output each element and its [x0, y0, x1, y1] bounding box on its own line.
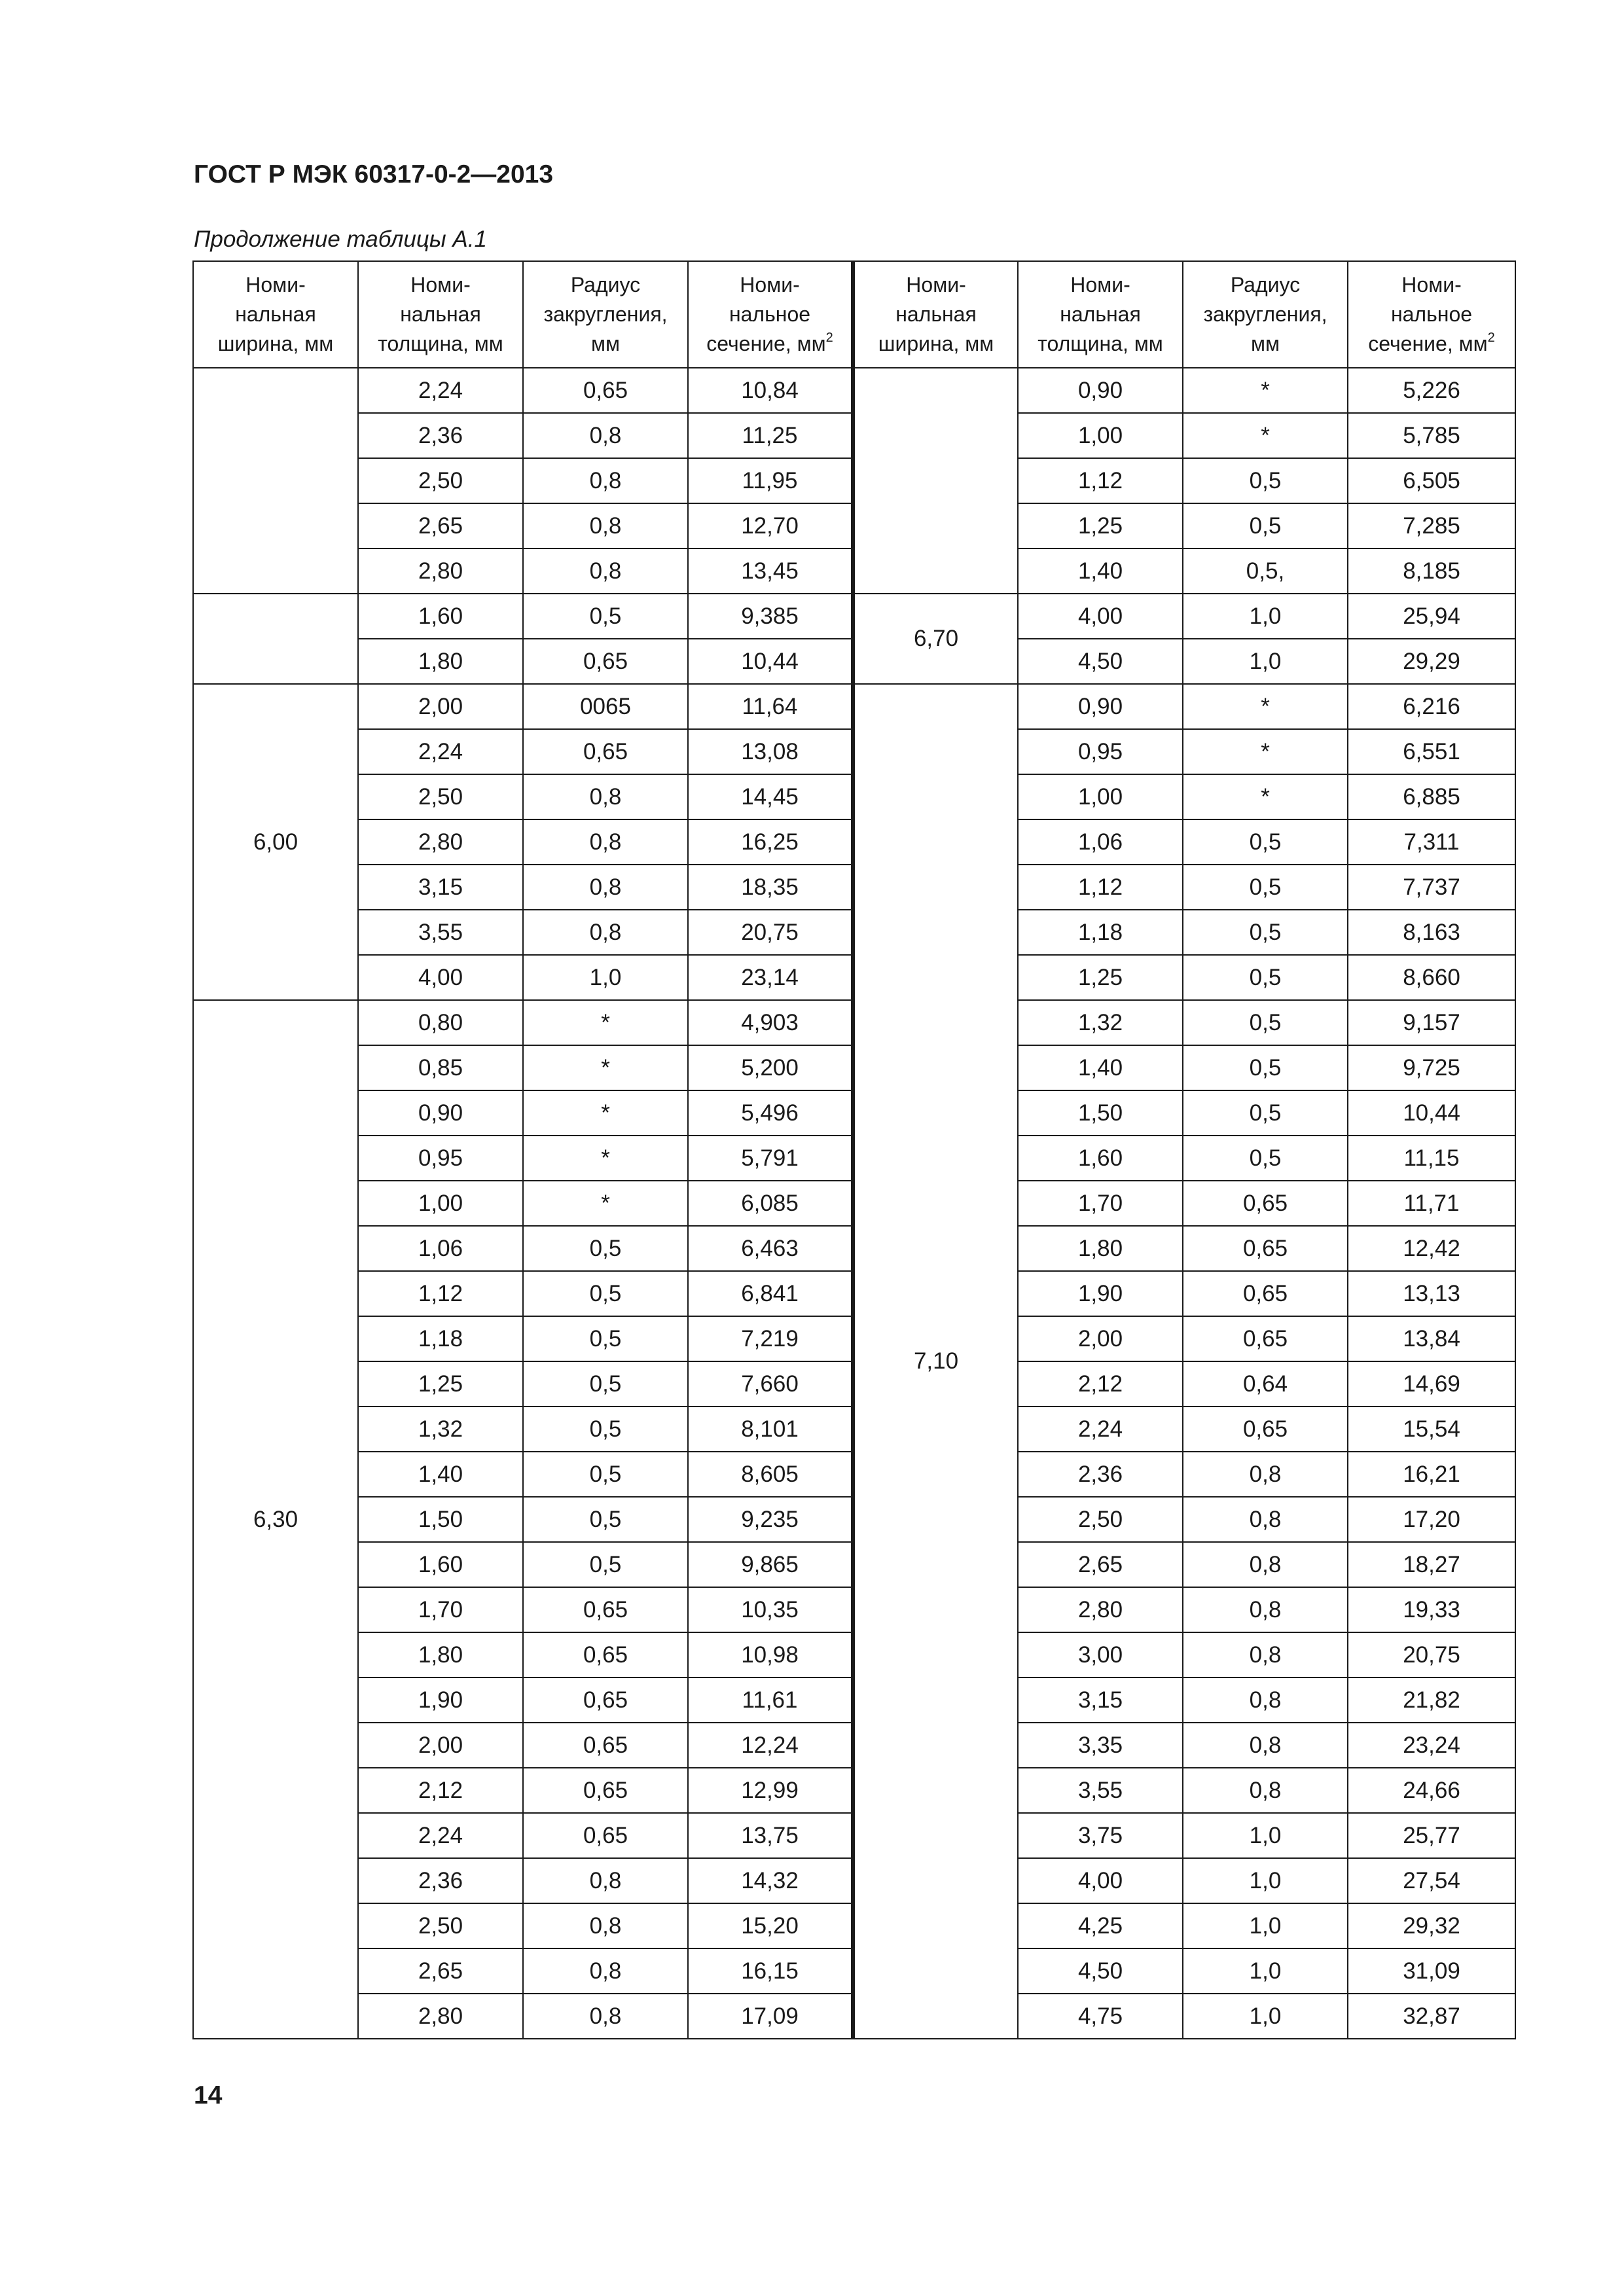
radius-cell: 0,8 — [523, 774, 688, 819]
header-cell: Номи- нальная ширина, мм — [853, 261, 1018, 368]
radius-cell: 0,5 — [1183, 503, 1348, 548]
thickness-cell: 2,80 — [358, 548, 523, 594]
thickness-cell: 0,85 — [358, 1045, 523, 1090]
thickness-cell: 3,15 — [1018, 1677, 1183, 1723]
section-cell: 14,32 — [688, 1858, 853, 1903]
section-cell: 14,45 — [688, 774, 853, 819]
section-cell: 5,785 — [1348, 413, 1515, 458]
radius-cell: 0,5 — [523, 594, 688, 639]
thickness-cell: 3,55 — [358, 910, 523, 955]
section-cell: 7,285 — [1348, 503, 1515, 548]
radius-cell: * — [1183, 774, 1348, 819]
width-group-cell: 6,70 — [853, 594, 1018, 684]
header-cell: Номи- нальное сечение, $мм^2$ — [688, 261, 853, 368]
section-cell: 5,226 — [1348, 368, 1515, 413]
section-cell: 6,551 — [1348, 729, 1515, 774]
section-cell: 8,660 — [1348, 955, 1515, 1000]
radius-cell: 0,5 — [1183, 910, 1348, 955]
table-row — [193, 594, 1515, 639]
radius-cell: 0,8 — [1183, 1587, 1348, 1632]
section-cell: 6,463 — [688, 1226, 853, 1271]
radius-cell: * — [523, 1090, 688, 1136]
header-cell: Радиус закругления, мм — [1183, 261, 1348, 368]
thickness-cell: 3,75 — [1018, 1813, 1183, 1858]
thickness-cell: 3,55 — [1018, 1768, 1183, 1813]
width-group-cell — [853, 368, 1018, 594]
thickness-cell: 1,12 — [1018, 865, 1183, 910]
thickness-cell: 1,32 — [358, 1407, 523, 1452]
thickness-cell: 1,70 — [358, 1587, 523, 1632]
thickness-cell: 2,00 — [1018, 1316, 1183, 1361]
thickness-cell: 2,12 — [1018, 1361, 1183, 1407]
thickness-cell: 0,90 — [1018, 684, 1183, 729]
section-cell: 10,35 — [688, 1587, 853, 1632]
radius-cell: 0,8 — [1183, 1452, 1348, 1497]
radius-cell: 0,5 — [523, 1316, 688, 1361]
section-cell: 5,496 — [688, 1090, 853, 1136]
wire-dimensions-table — [192, 260, 1516, 2039]
section-cell: 17,20 — [1348, 1497, 1515, 1542]
radius-cell: 0,8 — [523, 548, 688, 594]
radius-cell: 0,5, — [1183, 548, 1348, 594]
thickness-cell: 2,24 — [358, 1813, 523, 1858]
radius-cell: 0,8 — [1183, 1497, 1348, 1542]
radius-cell: 0,5 — [1183, 458, 1348, 503]
section-cell: 17,09 — [688, 1994, 853, 2039]
radius-cell: 0,5 — [1183, 955, 1348, 1000]
radius-cell: 1,0 — [1183, 594, 1348, 639]
table-row — [193, 368, 1515, 413]
section-cell: 11,15 — [1348, 1136, 1515, 1181]
thickness-cell: 4,00 — [1018, 594, 1183, 639]
thickness-cell: 1,18 — [1018, 910, 1183, 955]
radius-cell: 0,65 — [1183, 1407, 1348, 1452]
section-cell: 9,157 — [1348, 1000, 1515, 1045]
thickness-cell: 1,90 — [1018, 1271, 1183, 1316]
section-cell: 19,33 — [1348, 1587, 1515, 1632]
radius-cell: 0,5 — [1183, 819, 1348, 865]
thickness-cell: 1,80 — [358, 1632, 523, 1677]
radius-cell: 0,5 — [523, 1226, 688, 1271]
section-cell: 12,42 — [1348, 1226, 1515, 1271]
radius-cell: 1,0 — [1183, 1858, 1348, 1903]
radius-cell: 0,5 — [523, 1497, 688, 1542]
table-header-row — [193, 261, 1515, 368]
section-cell: 8,101 — [688, 1407, 853, 1452]
section-cell: 7,219 — [688, 1316, 853, 1361]
section-cell: 10,84 — [688, 368, 853, 413]
section-cell: 12,24 — [688, 1723, 853, 1768]
radius-cell: * — [1183, 684, 1348, 729]
radius-cell: 0,65 — [523, 1632, 688, 1677]
thickness-cell: 0,95 — [358, 1136, 523, 1181]
radius-cell: * — [1183, 413, 1348, 458]
radius-cell: 0,5 — [523, 1271, 688, 1316]
section-cell: 9,725 — [1348, 1045, 1515, 1090]
radius-cell: 0,5 — [1183, 865, 1348, 910]
radius-cell: 0,5 — [523, 1452, 688, 1497]
thickness-cell: 2,80 — [358, 819, 523, 865]
radius-cell: 0,5 — [1183, 1136, 1348, 1181]
radius-cell: 0,65 — [523, 368, 688, 413]
thickness-cell: 1,00 — [358, 1181, 523, 1226]
radius-cell: 0065 — [523, 684, 688, 729]
section-cell: 11,61 — [688, 1677, 853, 1723]
section-cell: 29,32 — [1348, 1903, 1515, 1948]
section-cell: 31,09 — [1348, 1948, 1515, 1994]
thickness-cell: 1,60 — [1018, 1136, 1183, 1181]
thickness-cell: 0,90 — [358, 1090, 523, 1136]
thickness-cell: 1,06 — [1018, 819, 1183, 865]
header-cell: Номи- нальное сечение, $мм^2$ — [1348, 261, 1515, 368]
thickness-cell: 2,24 — [358, 368, 523, 413]
thickness-cell: 0,90 — [1018, 368, 1183, 413]
thickness-cell: 1,25 — [358, 1361, 523, 1407]
section-cell: 25,77 — [1348, 1813, 1515, 1858]
width-group-cell: 6,00 — [193, 684, 358, 1000]
thickness-cell: 1,40 — [1018, 1045, 1183, 1090]
thickness-cell: 2,65 — [358, 503, 523, 548]
radius-cell: 0,8 — [523, 910, 688, 955]
thickness-cell: 1,80 — [358, 639, 523, 684]
width-group-cell: 6,30 — [193, 1000, 358, 2039]
thickness-cell: 2,50 — [358, 774, 523, 819]
thickness-cell: 1,25 — [1018, 503, 1183, 548]
width-group-cell: 7,10 — [853, 684, 1018, 2039]
section-cell: 13,45 — [688, 548, 853, 594]
section-cell: 15,54 — [1348, 1407, 1515, 1452]
radius-cell: 0,8 — [1183, 1632, 1348, 1677]
header-cell: Номи- нальная ширина, мм — [193, 261, 358, 368]
section-cell: 16,21 — [1348, 1452, 1515, 1497]
section-cell: 7,737 — [1348, 865, 1515, 910]
thickness-cell: 1,12 — [358, 1271, 523, 1316]
thickness-cell: 4,50 — [1018, 1948, 1183, 1994]
thickness-cell: 2,80 — [1018, 1587, 1183, 1632]
section-cell: 8,185 — [1348, 548, 1515, 594]
header-cell: Радиус закругления, мм — [523, 261, 688, 368]
radius-cell: * — [523, 1000, 688, 1045]
thickness-cell: 1,00 — [1018, 413, 1183, 458]
section-cell: 25,94 — [1348, 594, 1515, 639]
section-cell: 23,24 — [1348, 1723, 1515, 1768]
radius-cell: 0,5 — [1183, 1090, 1348, 1136]
section-cell: 9,235 — [688, 1497, 853, 1542]
section-cell: 4,903 — [688, 1000, 853, 1045]
radius-cell: * — [1183, 368, 1348, 413]
table-caption: Продолжение таблицы А.1 — [194, 226, 487, 252]
radius-cell: 0,65 — [523, 1677, 688, 1723]
thickness-cell: 2,00 — [358, 1723, 523, 1768]
thickness-cell: 2,12 — [358, 1768, 523, 1813]
radius-cell: 0,8 — [523, 458, 688, 503]
thickness-cell: 1,25 — [1018, 955, 1183, 1000]
thickness-cell: 3,35 — [1018, 1723, 1183, 1768]
section-cell: 21,82 — [1348, 1677, 1515, 1723]
thickness-cell: 1,12 — [1018, 458, 1183, 503]
section-cell: 23,14 — [688, 955, 853, 1000]
thickness-cell: 1,90 — [358, 1677, 523, 1723]
document-title: ГОСТ Р МЭК 60317-0-2—2013 — [194, 160, 554, 188]
thickness-cell: 2,36 — [358, 413, 523, 458]
radius-cell: 0,8 — [523, 865, 688, 910]
thickness-cell: 4,00 — [1018, 1858, 1183, 1903]
radius-cell: 0,65 — [1183, 1181, 1348, 1226]
section-cell: 14,69 — [1348, 1361, 1515, 1407]
section-cell: 16,15 — [688, 1948, 853, 1994]
width-group-cell — [193, 368, 358, 594]
section-cell: 10,44 — [1348, 1090, 1515, 1136]
thickness-cell: 2,50 — [358, 1903, 523, 1948]
section-cell: 32,87 — [1348, 1994, 1515, 2039]
table-row — [193, 684, 1515, 729]
section-cell: 12,70 — [688, 503, 853, 548]
radius-cell: 1,0 — [1183, 1994, 1348, 2039]
radius-cell: 0,8 — [523, 1903, 688, 1948]
thickness-cell: 1,70 — [1018, 1181, 1183, 1226]
section-cell: 29,29 — [1348, 639, 1515, 684]
page-number: 14 — [194, 2081, 223, 2109]
radius-cell: 0,65 — [523, 1768, 688, 1813]
radius-cell: 1,0 — [1183, 1903, 1348, 1948]
section-cell: 11,71 — [1348, 1181, 1515, 1226]
radius-cell: 0,5 — [1183, 1045, 1348, 1090]
thickness-cell: 1,32 — [1018, 1000, 1183, 1045]
table-body — [193, 368, 1515, 2039]
radius-cell: 0,5 — [1183, 1000, 1348, 1045]
section-cell: 20,75 — [1348, 1632, 1515, 1677]
thickness-cell: 4,50 — [1018, 639, 1183, 684]
section-cell: 9,385 — [688, 594, 853, 639]
thickness-cell: 4,00 — [358, 955, 523, 1000]
radius-cell: 0,8 — [1183, 1542, 1348, 1587]
radius-cell: 0,65 — [1183, 1226, 1348, 1271]
section-cell: 6,216 — [1348, 684, 1515, 729]
section-cell: 5,200 — [688, 1045, 853, 1090]
section-cell: 15,20 — [688, 1903, 853, 1948]
radius-cell: 1,0 — [523, 955, 688, 1000]
thickness-cell: 2,50 — [1018, 1497, 1183, 1542]
radius-cell: 0,8 — [523, 413, 688, 458]
radius-cell: 0,65 — [523, 639, 688, 684]
thickness-cell: 2,80 — [358, 1994, 523, 2039]
radius-cell: 0,65 — [523, 1587, 688, 1632]
section-cell: 11,95 — [688, 458, 853, 503]
radius-cell: 0,8 — [1183, 1768, 1348, 1813]
radius-cell: * — [1183, 729, 1348, 774]
thickness-cell: 0,80 — [358, 1000, 523, 1045]
section-cell: 10,44 — [688, 639, 853, 684]
section-cell: 7,660 — [688, 1361, 853, 1407]
thickness-cell: 1,50 — [1018, 1090, 1183, 1136]
radius-cell: 0,64 — [1183, 1361, 1348, 1407]
section-cell: 10,98 — [688, 1632, 853, 1677]
radius-cell: 0,8 — [523, 1994, 688, 2039]
section-cell: 11,25 — [688, 413, 853, 458]
thickness-cell: 4,75 — [1018, 1994, 1183, 2039]
thickness-cell: 3,15 — [358, 865, 523, 910]
width-group-cell — [193, 594, 358, 684]
radius-cell: 0,8 — [523, 1948, 688, 1994]
section-cell: 5,791 — [688, 1136, 853, 1181]
section-cell: 24,66 — [1348, 1768, 1515, 1813]
thickness-cell: 0,95 — [1018, 729, 1183, 774]
radius-cell: 0,65 — [523, 1723, 688, 1768]
thickness-cell: 2,65 — [358, 1948, 523, 1994]
thickness-cell: 1,18 — [358, 1316, 523, 1361]
section-cell: 11,64 — [688, 684, 853, 729]
radius-cell: 0,65 — [523, 729, 688, 774]
thickness-cell: 4,25 — [1018, 1903, 1183, 1948]
thickness-cell: 2,36 — [1018, 1452, 1183, 1497]
thickness-cell: 2,50 — [358, 458, 523, 503]
thickness-cell: 2,65 — [1018, 1542, 1183, 1587]
section-cell: 6,885 — [1348, 774, 1515, 819]
thickness-cell: 1,60 — [358, 594, 523, 639]
radius-cell: 0,65 — [1183, 1316, 1348, 1361]
section-cell: 16,25 — [688, 819, 853, 865]
thickness-cell: 1,50 — [358, 1497, 523, 1542]
section-cell: 18,35 — [688, 865, 853, 910]
section-cell: 27,54 — [1348, 1858, 1515, 1903]
section-cell: 13,75 — [688, 1813, 853, 1858]
radius-cell: 0,8 — [1183, 1723, 1348, 1768]
section-cell: 6,085 — [688, 1181, 853, 1226]
section-cell: 13,13 — [1348, 1271, 1515, 1316]
radius-cell: 0,5 — [523, 1542, 688, 1587]
radius-cell: * — [523, 1181, 688, 1226]
radius-cell: 0,8 — [1183, 1677, 1348, 1723]
section-cell: 6,841 — [688, 1271, 853, 1316]
section-cell: 7,311 — [1348, 819, 1515, 865]
thickness-cell: 2,36 — [358, 1858, 523, 1903]
thickness-cell: 2,24 — [1018, 1407, 1183, 1452]
section-cell: 6,505 — [1348, 458, 1515, 503]
radius-cell: * — [523, 1136, 688, 1181]
section-cell: 20,75 — [688, 910, 853, 955]
thickness-cell: 2,24 — [358, 729, 523, 774]
radius-cell: 1,0 — [1183, 1813, 1348, 1858]
radius-cell: 0,8 — [523, 819, 688, 865]
section-cell: 13,08 — [688, 729, 853, 774]
radius-cell: 0,5 — [523, 1361, 688, 1407]
section-cell: 18,27 — [1348, 1542, 1515, 1587]
section-cell: 8,163 — [1348, 910, 1515, 955]
thickness-cell: 1,60 — [358, 1542, 523, 1587]
thickness-cell: 2,00 — [358, 684, 523, 729]
thickness-cell: 1,00 — [1018, 774, 1183, 819]
radius-cell: 0,65 — [523, 1813, 688, 1858]
section-cell: 13,84 — [1348, 1316, 1515, 1361]
thickness-cell: 3,00 — [1018, 1632, 1183, 1677]
radius-cell: 0,65 — [1183, 1271, 1348, 1316]
radius-cell: * — [523, 1045, 688, 1090]
section-cell: 12,99 — [688, 1768, 853, 1813]
thickness-cell: 1,06 — [358, 1226, 523, 1271]
header-cell: Номи- нальная толщина, мм — [1018, 261, 1183, 368]
thickness-cell: 1,40 — [358, 1452, 523, 1497]
section-cell: 8,605 — [688, 1452, 853, 1497]
thickness-cell: 1,40 — [1018, 548, 1183, 594]
radius-cell: 0,8 — [523, 1858, 688, 1903]
radius-cell: 1,0 — [1183, 1948, 1348, 1994]
thickness-cell: 1,80 — [1018, 1226, 1183, 1271]
section-cell: 9,865 — [688, 1542, 853, 1587]
radius-cell: 0,5 — [523, 1407, 688, 1452]
radius-cell: 1,0 — [1183, 639, 1348, 684]
radius-cell: 0,8 — [523, 503, 688, 548]
header-cell: Номи- нальная толщина, мм — [358, 261, 523, 368]
